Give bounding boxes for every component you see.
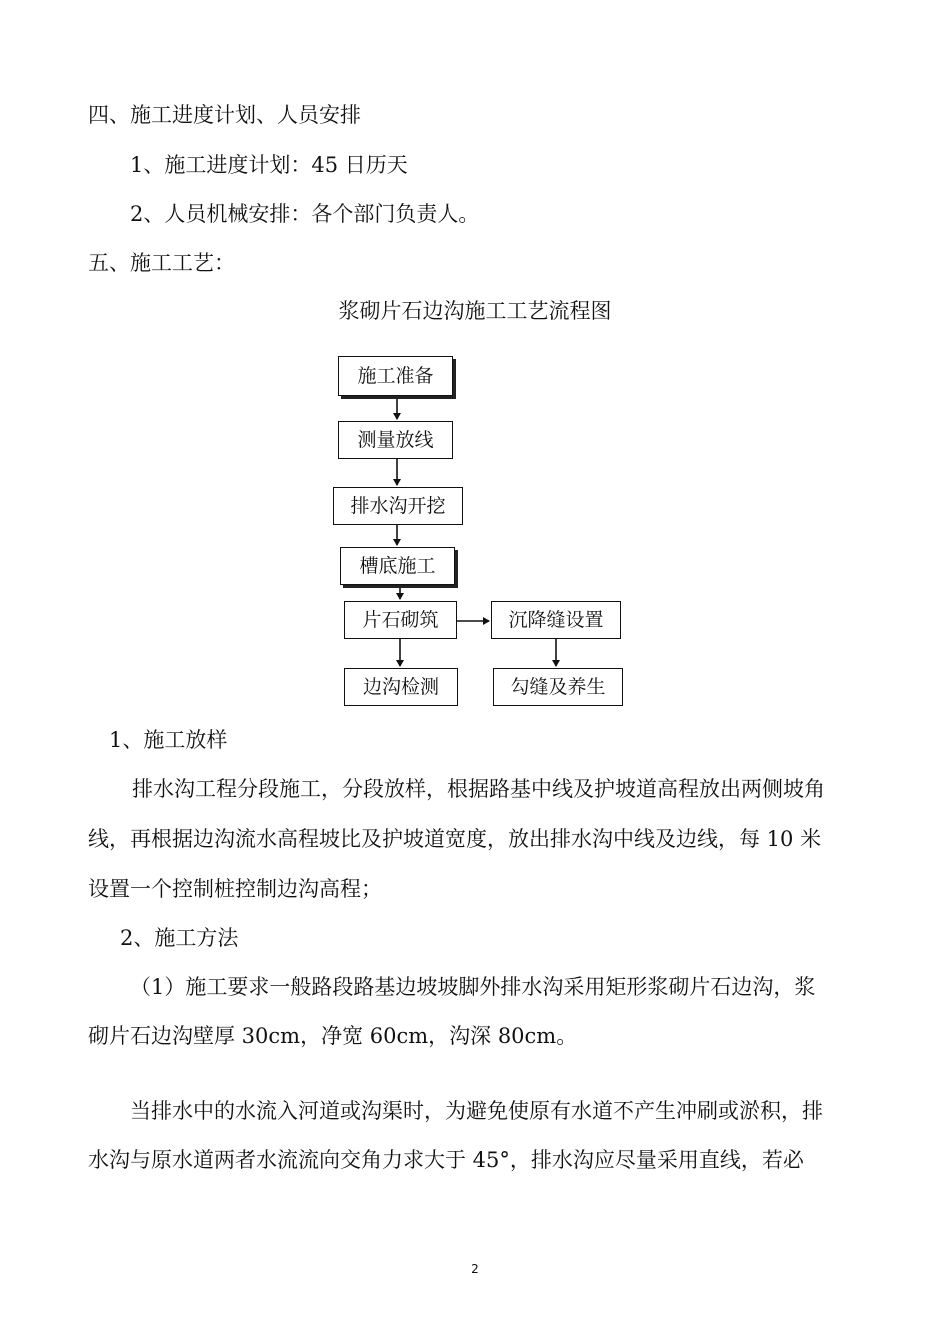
flow-step-inspection: 边沟检测 bbox=[344, 668, 458, 706]
schedule-plan-item: 1、施工进度计划：45 日历天 bbox=[130, 153, 408, 177]
flowchart-title: 浆砌片石边沟施工工艺流程图 bbox=[338, 299, 612, 323]
flow-step-trench-bottom: 槽底施工 bbox=[340, 547, 455, 585]
paragraph-line: 砌片石边沟壁厚 30cm，净宽 60cm，沟深 80cm。 bbox=[88, 1024, 578, 1048]
paragraph-line: 设置一个控制桩控制边沟高程； bbox=[88, 877, 382, 901]
page-number: 2 bbox=[471, 1262, 479, 1276]
paragraph-line: 当排水中的水流入河道或沟渠时，为避免使原有水道不产生冲刷或淤积，排 bbox=[130, 1099, 823, 1123]
paragraph-line: （1）施工要求一般路段路基边坡坡脚外排水沟采用矩形浆砌片石边沟，浆 bbox=[130, 975, 816, 999]
subsection-title-layout: 1、施工放样 bbox=[109, 728, 228, 752]
flow-step-pointing-curing: 勾缝及养生 bbox=[493, 668, 623, 706]
section-heading-4: 四、施工进度计划、人员安排 bbox=[88, 103, 361, 127]
flow-step-prepare: 施工准备 bbox=[338, 356, 453, 396]
flow-step-masonry: 片石砌筑 bbox=[344, 601, 457, 639]
flow-step-settlement-joint: 沉降缝设置 bbox=[491, 601, 621, 639]
flow-step-excavate: 排水沟开挖 bbox=[333, 487, 463, 525]
paragraph-line: 水沟与原水道两者水流流向交角力求大于 45°，排水沟应尽量采用直线，若必 bbox=[88, 1148, 804, 1172]
flow-step-survey: 测量放线 bbox=[338, 421, 453, 459]
subsection-title-method: 2、施工方法 bbox=[120, 926, 239, 950]
paragraph-line: 线，再根据边沟流水高程坡比及护坡道宽度，放出排水沟中线及边线，每 10 米 bbox=[88, 827, 822, 851]
staffing-item: 2、人员机械安排：各个部门负责人。 bbox=[130, 202, 480, 226]
section-heading-5: 五、施工工艺： bbox=[88, 251, 235, 275]
paragraph-line: 排水沟工程分段施工，分段放样，根据路基中线及护坡道高程放出两侧坡角 bbox=[132, 777, 825, 801]
